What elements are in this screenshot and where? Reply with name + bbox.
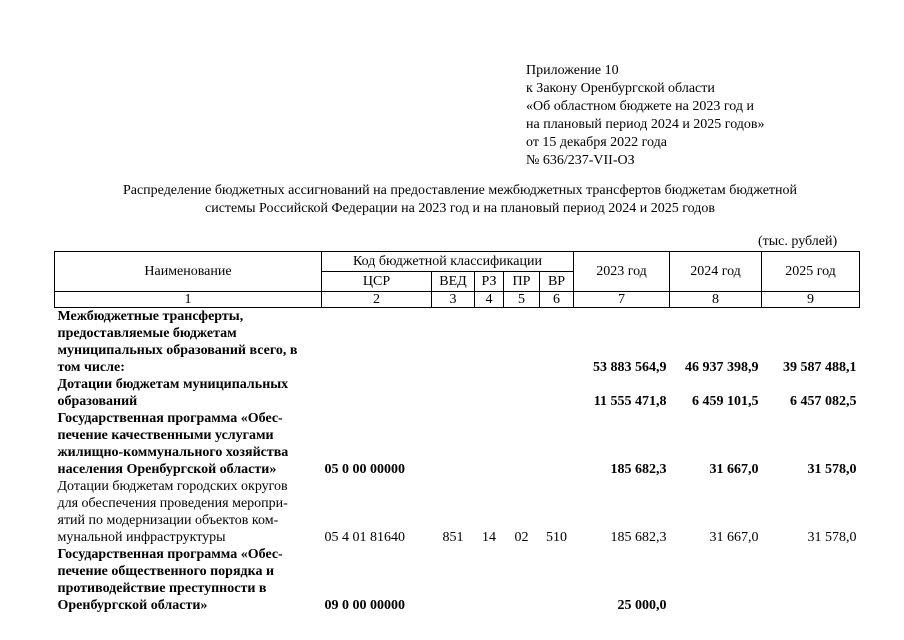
header-name: Наименование [55,252,322,292]
appendix-line: от 15 декабря 2022 года [526,135,667,150]
cell-ved [432,546,475,614]
column-number: 9 [762,292,860,308]
row-name-line: образований [57,394,138,409]
cell-rz: 14 [482,530,496,545]
title-line-2: системы Российской Федерации на 2023 год и на плановый период 2024 и 2025 годов [205,201,715,216]
appendix-line: к Закону Оренбургской области [526,81,715,96]
cell-2023: 25 000,0 [617,598,667,613]
row-name-line: Дотации бюджетам муниципальных [57,377,289,392]
table-row [55,546,860,614]
row-name-line: жилищно-коммунального хозяйства [57,445,289,460]
cell-2025 [762,546,860,614]
row-name-line: ятий по модернизации объектов ком- [57,513,279,528]
cell-ved [432,376,475,410]
cell-vr: 510 [546,530,567,545]
column-number: 8 [670,292,762,308]
column-number: 2 [322,292,432,308]
row-name-line: Государственная программа «Обес- [57,547,283,562]
header-ved: ВЕД [432,272,475,292]
cell-csr [322,308,432,377]
cell-csr: 05 4 01 81640 [324,530,405,545]
cell-rz [475,308,504,377]
row-name [55,410,322,478]
row-name-line: Государственная программа «Обес- [57,411,283,426]
cell-2023: 185 682,3 [610,462,667,477]
row-name [55,376,322,410]
row-name-line: печение общественного порядка и [57,564,275,579]
cell-csr [322,376,432,410]
appendix-line: Приложение 10 [526,63,619,78]
row-name-line: населения Оренбургской области» [57,462,277,477]
header-pr: ПР [504,272,540,292]
row-name [55,308,322,377]
appendix-block [526,62,765,170]
column-number: 1 [55,292,322,308]
appendix-line: № 636/237-VII-ОЗ [526,153,635,168]
budget-table [54,251,860,614]
table-row [55,376,860,410]
cell-vr [540,410,574,478]
cell-csr: 05 0 00 00000 [324,462,405,477]
header-2025: 2025 год [762,252,860,292]
cell-pr [504,546,540,614]
column-number: 4 [475,292,504,308]
cell-2024: 6 459 101,5 [692,394,759,409]
cell-2023: 185 682,3 [610,530,667,545]
cell-rz [475,546,504,614]
row-name-line: Дотации бюджетам городских округов [57,479,288,494]
cell-rz [475,410,504,478]
appendix-line: на плановый период 2024 и 2025 годов» [526,117,765,132]
unit-label: (тыс. рублей) [758,234,838,249]
cell-ved [432,410,475,478]
cell-2025: 31 578,0 [807,462,857,477]
cell-2024 [670,546,762,614]
cell-2023: 53 883 564,9 [593,360,667,375]
row-name-line: противодействие преступности в [57,581,267,596]
row-name [55,478,322,546]
row-name-line: мунальной инфраструктуры [57,530,226,545]
column-number: 7 [574,292,670,308]
cell-pr [504,410,540,478]
header-code-group: Код бюджетной классификации [322,252,574,272]
row-name-line: Межбюджетные трансферты, предоставляемые бюджетам [57,309,244,341]
appendix-line: «Об областном бюджете на 2023 год и [526,99,754,114]
document-title [60,182,860,218]
cell-2024: 31 667,0 [709,462,759,477]
header-csr: ЦСР [322,272,432,292]
cell-2024: 46 937 398,9 [685,360,759,375]
cell-csr: 09 0 00 00000 [324,598,405,613]
cell-vr [540,376,574,410]
row-name-line: муниципальных образований всего, в том числе: [57,343,298,375]
cell-2023: 11 555 471,8 [593,394,667,409]
cell-pr: 02 [514,530,529,545]
row-name-line: для обеспечения проведения меропри- [57,496,288,511]
cell-2025: 6 457 082,5 [790,394,857,409]
table-row [55,478,860,546]
column-number: 5 [504,292,540,308]
cell-ved [432,308,475,377]
table-row [55,308,860,377]
cell-vr [540,546,574,614]
header-rz: РЗ [475,272,504,292]
cell-vr [540,308,574,377]
row-name [55,546,322,614]
header-2024: 2024 год [670,252,762,292]
cell-2025: 31 578,0 [807,530,857,545]
cell-rz [475,376,504,410]
column-number: 6 [540,292,574,308]
cell-pr [504,376,540,410]
cell-2024: 31 667,0 [709,530,759,545]
cell-2025: 39 587 488,1 [783,360,857,375]
table-row [55,410,860,478]
cell-pr [504,308,540,377]
title-line-1: Распределение бюджетных ассигнований на предоставление межбюджетных трансфертов бюджетам бюджетной [122,183,798,198]
column-number: 3 [432,292,475,308]
row-name-line: Оренбургской области» [57,598,208,613]
header-vr: ВР [540,272,574,292]
header-2023: 2023 год [574,252,670,292]
cell-ved: 851 [442,530,464,545]
row-name-line: печение качественными услугами [57,428,274,443]
